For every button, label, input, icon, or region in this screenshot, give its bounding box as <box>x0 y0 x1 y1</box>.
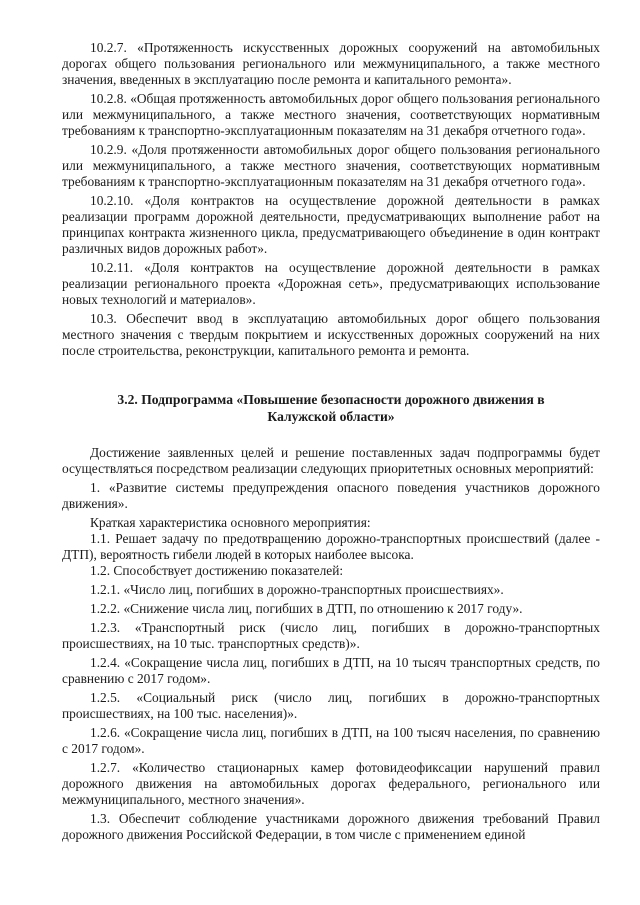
paragraph-1-2-1: 1.2.1. «Число лиц, погибших в дорожно-транспортных происшествиях». <box>90 582 504 597</box>
paragraph-characteristic: Краткая характеристика основного мероприятия: <box>90 515 371 530</box>
paragraph-10-2-11: 10.2.11. «Доля контрактов на осуществление дорожной деятельности в рамках реализации регионального проекта «Дорожная сеть», предусматривающих использование новых технологий и материалов». <box>62 260 600 307</box>
paragraph-1-2-2: 1.2.2. «Снижение числа лиц, погибших в ДТП, по отношению к 2017 году». <box>90 601 523 616</box>
section-heading: 3.2. Подпрограмма «Повышение безопасности дорожного движения в Калужской области» <box>117 392 545 424</box>
paragraph-1-2-6: 1.2.6. «Сокращение числа лиц, погибших в ДТП, на 100 тысяч населения, по сравнению с 2017 годом». <box>62 725 600 756</box>
paragraph-measure-1: 1. «Развитие системы предупреждения опасного поведения участников дорожного движения». <box>62 480 600 511</box>
paragraph-1-2-7: 1.2.7. «Количество стационарных камер фотовидеофиксации нарушений правил дорожного движения на автомобильных дорогах федерального, регионального или межмуниципального, местного значения». <box>62 760 600 807</box>
paragraph-10-2-7: 10.2.7. «Протяженность искусственных дорожных сооружений на автомобильных дорогах общего пользования регионального или межмуниципального, а также местного значения, введенных в эксплуатацию после ремонта и капитального ремонта». <box>62 40 600 87</box>
paragraph-1-2: 1.2. Способствует достижению показателей: <box>90 563 344 578</box>
paragraph-1-2-3: 1.2.3. «Транспортный риск (число лиц, погибших в дорожно-транспортных происшествиях, на 10 тыс. транспортных средств)». <box>62 620 600 651</box>
paragraph-intro: Достижение заявленных целей и решение поставленных задач подпрограммы будет осуществляться посредством реализации следующих приоритетных основных мероприятий: <box>62 445 600 476</box>
paragraph-1-3: 1.3. Обеспечит соблюдение участниками дорожного движения требований Правил дорожного движения Российской Федерации, в том числе с применением единой <box>62 811 600 842</box>
paragraph-10-2-8: 10.2.8. «Общая протяженность автомобильных дорог общего пользования регионального или межмуниципального, а также местного значения, соответствующих нормативным требованиям к транспортно-эксплуатационным показателям на 31 декабря отчетного года». <box>62 91 600 138</box>
paragraph-10-2-10: 10.2.10. «Доля контрактов на осуществление дорожной деятельности в рамках реализации программ дорожной деятельности, предусматривающих выполнение работ на принципах контракта жизненного цикла, предусматривающего объединение в один контракт различных видов дорожных работ». <box>62 193 600 256</box>
paragraph-1-2-5: 1.2.5. «Социальный риск (число лиц, погибших в дорожно-транспортных происшествиях, на 100 тыс. населения)». <box>62 690 600 721</box>
document-page <box>62 40 600 843</box>
paragraph-10-2-9: 10.2.9. «Доля протяженности автомобильных дорог общего пользования регионального или межмуниципального, а также местного значения, соответствующих нормативным требованиям к транспортно-эксплуатационным показателям на 31 декабря отчетного года». <box>62 142 600 189</box>
paragraph-10-3: 10.3. Обеспечит ввод в эксплуатацию автомобильных дорог общего пользования местного значения с твердым покрытием и искусственных дорожных сооружений на них после строительства, реконструкции, капитального ремонта и ремонта. <box>62 311 600 358</box>
paragraph-1-1: 1.1. Решает задачу по предотвращению дорожно-транспортных происшествий (далее - ДТП), вероятность гибели людей в которых наиболее высока. <box>62 531 600 562</box>
paragraph-1-2-4: 1.2.4. «Сокращение числа лиц, погибших в ДТП, на 10 тысяч транспортных средств, по сравнению с 2017 годом». <box>62 655 600 686</box>
